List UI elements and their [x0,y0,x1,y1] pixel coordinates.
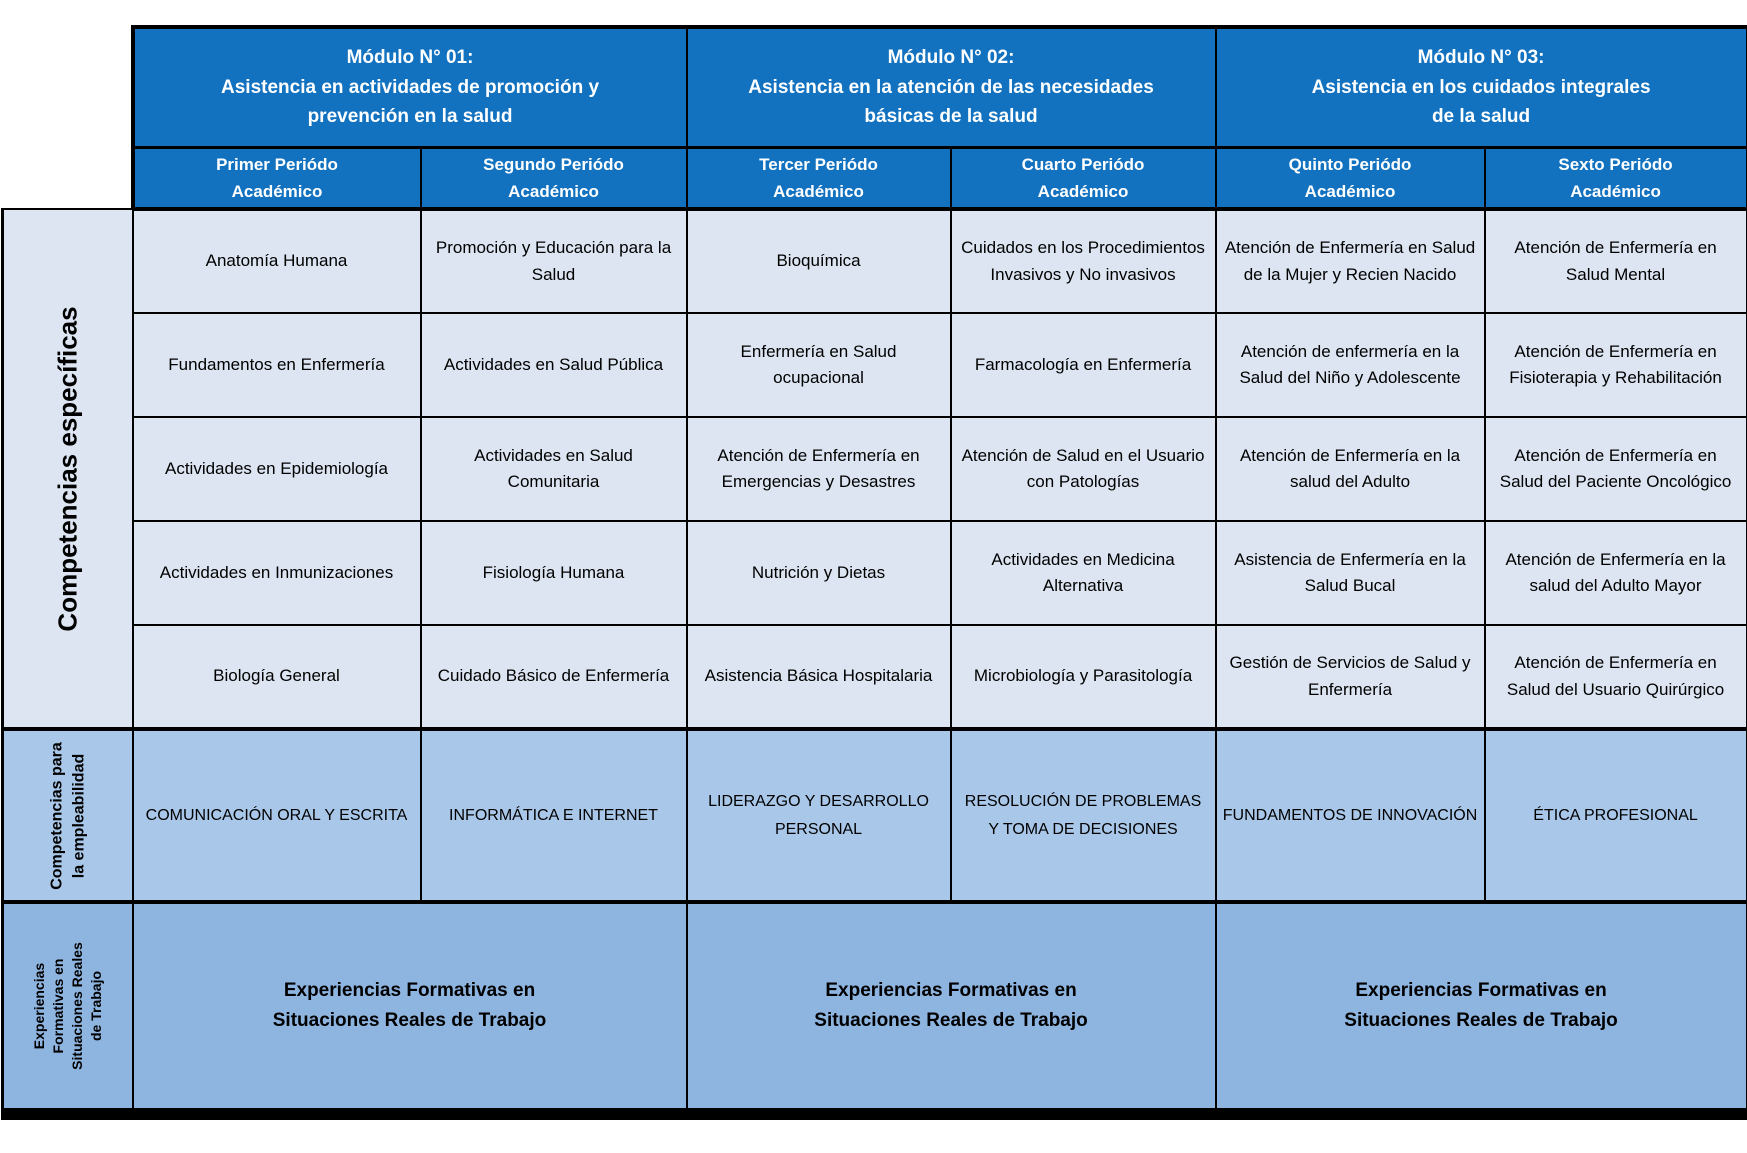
course-cell: Gestión de Servicios de Salud y Enfermería [1216,625,1485,729]
period-3-line1: Tercer Periódo [759,154,878,174]
course-cell: Atención de Enfermería en Emergencias y Desastres [687,417,951,521]
experiences-label-line4: de Trabajo [87,970,104,1042]
section-label-experiences [3,902,133,1114]
course-cell: Atención de Salud en el Usuario con Patologías [951,417,1216,521]
period-1-line2: Académico [231,181,323,201]
course-cell: Atención de Enfermería en la salud del Adulto Mayor [1485,521,1747,625]
period-6-line2: Académico [1570,181,1661,201]
period-header-4 [951,147,1216,209]
section-label-specific-competencies [3,209,133,729]
experience-2-line1: Experiencias Formativas en [825,979,1077,1001]
employability-label [46,742,89,890]
employability-label-line1: Competencias para [48,741,66,890]
course-cell: Atención de Enfermería en Salud del Paciente Oncológico [1485,417,1747,521]
module-3-subtitle-line2: de la salud [1431,105,1531,127]
experiences-label [30,942,106,1070]
experience-1-line1: Experiencias Formativas en [283,979,536,1001]
course-cell: Atención de Enfermería en Fisioterapia y Rehabilitación [1485,313,1747,417]
period-3-line2: Académico [773,181,864,201]
experience-3-line2: Situaciones Reales de Trabajo [1344,1010,1618,1031]
experiences-label-line2: Formativas en [49,958,66,1054]
course-cell: Biología General [133,625,421,729]
course-cell: Atención de Enfermería en Salud Mental [1485,209,1747,313]
course-cell: Promoción y Educación para la Salud [421,209,687,313]
experience-3-line1: Experiencias Formativas en [1355,979,1607,1001]
period-6-line1: Sexto Periódo [1558,154,1673,174]
employability-cell: COMUNICACIÓN ORAL Y ESCRITA [133,729,421,902]
course-cell: Atención de Enfermería en Salud del Usuario Quirúrgico [1485,625,1747,729]
course-cell: Atención de Enfermería en Salud de la Mujer y Recien Nacido [1216,209,1485,313]
specific-competencies-label: Competencias específicas [52,305,83,632]
course-cell: Nutrición y Dietas [687,521,951,625]
module-header-3 [1216,27,1747,147]
period-4-line1: Cuarto Periódo [1021,154,1145,174]
period-1-line1: Primer Periódo [216,154,338,174]
course-cell: Fundamentos en Enfermería [133,313,421,417]
experiences-label-line3: Situaciones Reales [68,942,85,1070]
employability-cell: FUNDAMENTOS DE INNOVACIÓN [1216,729,1485,902]
curriculum-table [1,25,1747,1120]
module-3-number: Módulo N° 03: [1417,47,1545,69]
course-cell: Atención de enfermería en la Salud del Niño y Adolescente [1216,313,1485,417]
period-2-line2: Académico [508,181,599,201]
module-3-subtitle-line1: Asistencia en los cuidados integrales [1311,76,1651,98]
period-4-line2: Académico [1037,181,1129,201]
course-cell: Fisiología Humana [421,521,687,625]
employability-cell: ÉTICA PROFESIONAL [1485,729,1747,902]
experience-2-line2: Situaciones Reales de Trabajo [814,1010,1088,1031]
module-2-number: Módulo N° 02: [887,47,1015,69]
period-5-line2: Académico [1304,181,1396,201]
module-1-subtitle-line2: prevención en la salud [307,105,513,127]
course-cell: Actividades en Epidemiología [133,417,421,521]
top-left-void [3,27,133,209]
course-cell: Atención de Enfermería en la salud del Adulto [1216,417,1485,521]
period-5-line1: Quinto Periódo [1288,154,1412,174]
employability-cell: INFORMÁTICA E INTERNET [421,729,687,902]
employability-cell: LIDERAZGO Y DESARROLLO PERSONAL [687,729,951,902]
course-cell: Microbiología y Parasitología [951,625,1216,729]
period-header-5 [1216,147,1485,209]
module-header-2 [687,27,1216,147]
course-cell: Cuidados en los Procedimientos Invasivos y No invasivos [951,209,1216,313]
experiences-label-line1: Experiencias [30,962,47,1050]
period-header-1 [133,147,421,209]
module-1-number: Módulo N° 01: [346,47,474,69]
module-2-subtitle-line1: Asistencia en la atención de las necesidades [748,76,1154,98]
course-cell: Actividades en Inmunizaciones [133,521,421,625]
period-header-3 [687,147,951,209]
course-cell: Actividades en Salud Comunitaria [421,417,687,521]
course-cell: Actividades en Medicina Alternativa [951,521,1216,625]
course-cell: Farmacología en Enfermería [951,313,1216,417]
module-header-1 [133,27,687,147]
experience-1-line2: Situaciones Reales de Trabajo [272,1010,547,1031]
experience-cell-module3 [1216,902,1747,1114]
employability-label-line2: la empleabilidad [69,753,87,878]
section-label-employability [3,729,133,902]
course-cell: Enfermería en Salud ocupacional [687,313,951,417]
period-header-2 [421,147,687,209]
employability-cell: RESOLUCIÓN DE PROBLEMAS Y TOMA DE DECISIONES [951,729,1216,902]
experience-cell-module1 [133,902,687,1114]
course-cell: Actividades en Salud Pública [421,313,687,417]
period-header-6 [1485,147,1747,209]
course-cell: Bioquímica [687,209,951,313]
course-cell: Cuidado Básico de Enfermería [421,625,687,729]
course-cell: Asistencia Básica Hospitalaria [687,625,951,729]
period-2-line1: Segundo Periódo [483,154,624,174]
course-cell: Asistencia de Enfermería en la Salud Bucal [1216,521,1485,625]
module-1-subtitle-line1: Asistencia en actividades de promoción y [221,76,600,98]
module-2-subtitle-line2: básicas de la salud [864,105,1038,127]
course-cell: Anatomía Humana [133,209,421,313]
experience-cell-module2 [687,902,1216,1114]
